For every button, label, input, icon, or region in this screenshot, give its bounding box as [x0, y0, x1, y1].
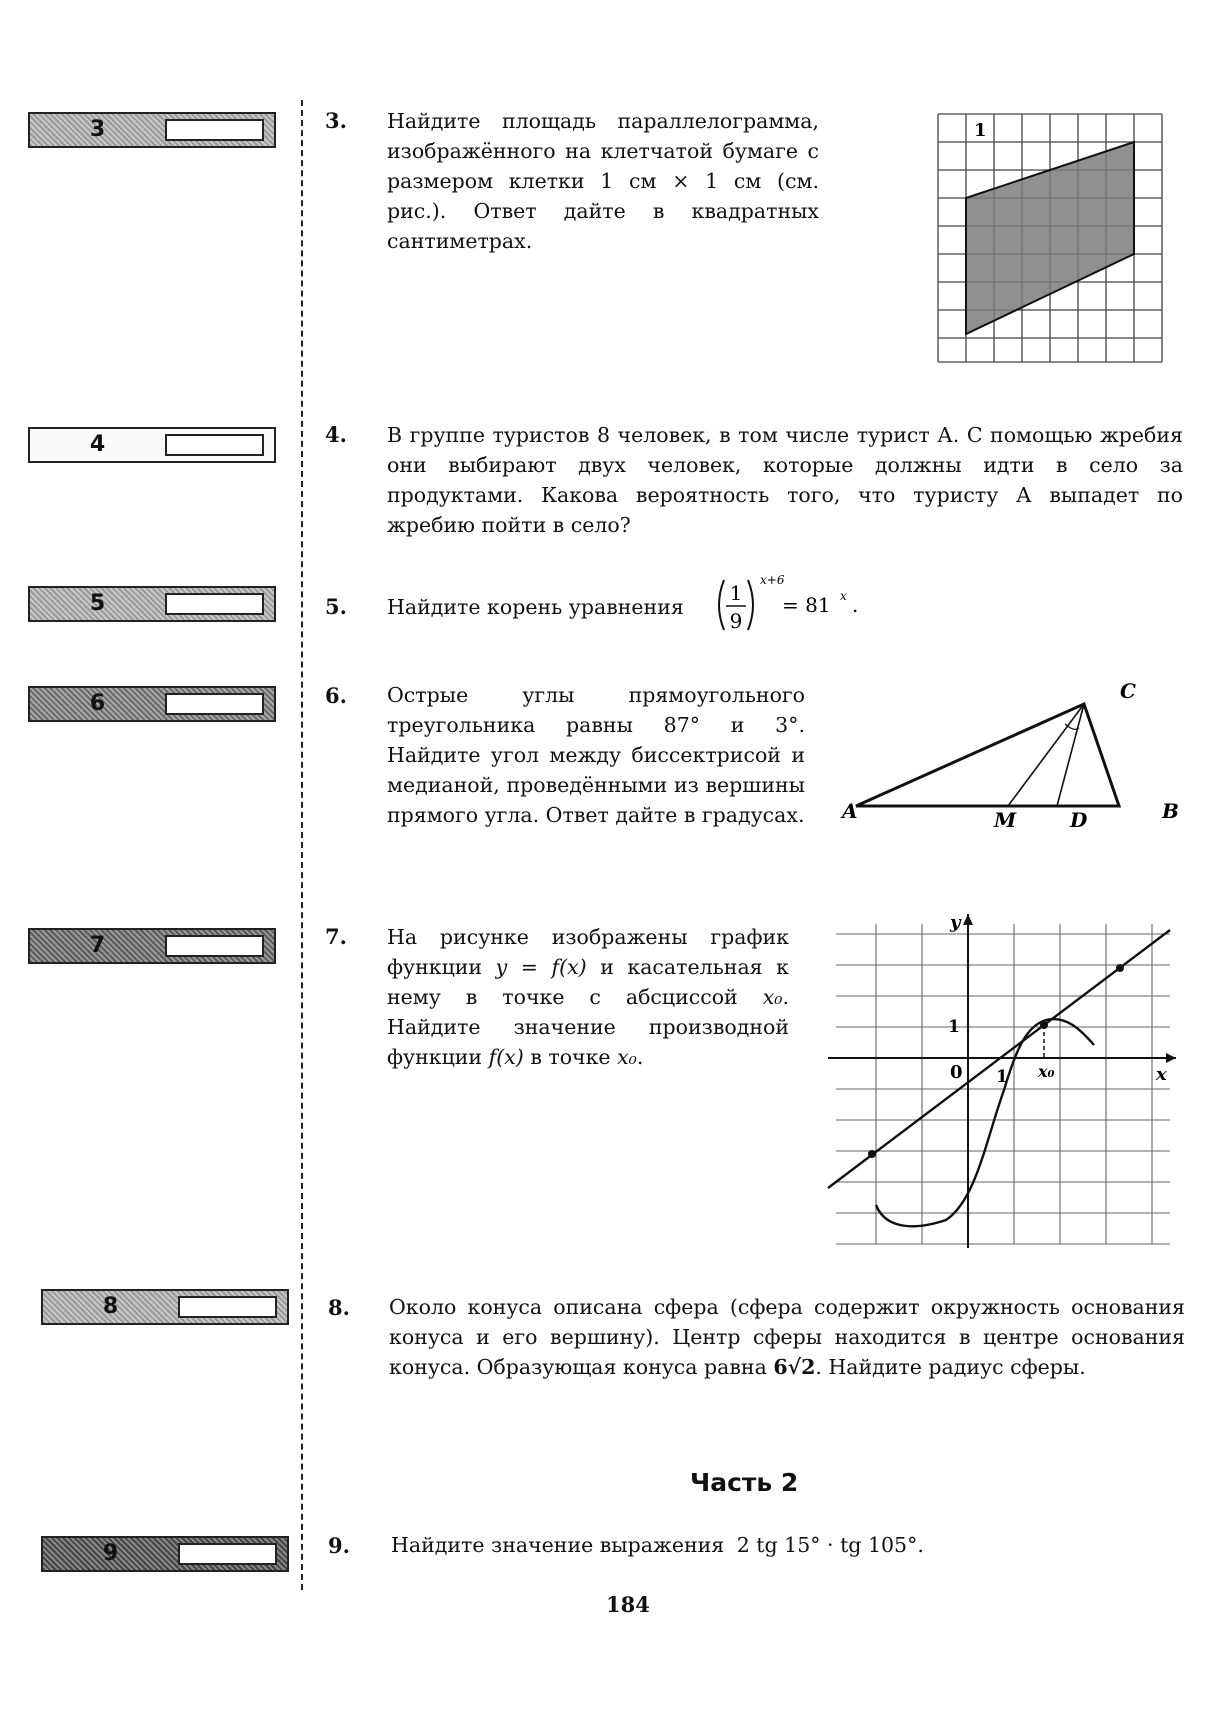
answer-input-7[interactable] — [165, 935, 264, 957]
answer-input-6[interactable] — [165, 693, 264, 715]
answer-input-4[interactable] — [165, 434, 264, 456]
graph-x0-label: x₀ — [1038, 1062, 1055, 1081]
answer-box-number: 4 — [89, 432, 106, 457]
problem-5-text: Найдите корень уравнения — [387, 595, 684, 619]
problem-8-text-main: Около конуса описана сфера (сфера содержит окружность основания конуса и его вершину). Центр сферы находится в центре основания конуса. Образующая конуса равна — [389, 1295, 1185, 1379]
problem-9-number: 9. — [328, 1533, 350, 1558]
problem-9-text-main: Найдите значение выражения — [391, 1533, 725, 1557]
page-number: 184 — [606, 1592, 650, 1617]
problem-3-text: Найдите площадь параллелограмма, изображённого на клетчатой бумаге с размером клетки 1 см × 1 см (см. рис.). Ответ дайте в квадратных сантиметрах. — [387, 109, 819, 253]
problem-7-function: y = f(x) — [495, 955, 587, 979]
equation-end: . — [852, 593, 859, 617]
parallelogram-figure — [936, 112, 1164, 364]
answer-box-5 — [28, 586, 276, 622]
function-graph — [826, 910, 1180, 1250]
answer-box-number: 6 — [89, 691, 106, 716]
answer-input-5[interactable] — [165, 593, 264, 615]
vertex-label-C: C — [1120, 679, 1136, 703]
graph-x-unit: 1 — [996, 1067, 1008, 1087]
graph-axis-x: x — [1156, 1064, 1167, 1085]
problem-7-text — [387, 922, 789, 1072]
graph-y-unit: 1 — [948, 1017, 960, 1037]
answer-box-number: 9 — [102, 1541, 119, 1566]
answer-box-number: 7 — [89, 933, 106, 958]
graph-origin: 0 — [950, 1062, 963, 1083]
equation-rhs-exponent: x — [840, 589, 847, 603]
answer-input-3[interactable] — [165, 119, 264, 141]
answer-box-9 — [41, 1536, 289, 1572]
problem-7-text-e: . Найдите значение производной функции — [387, 985, 789, 1069]
problem-9-text — [391, 1530, 1091, 1560]
answer-box-number: 5 — [89, 591, 106, 616]
problem-8-text-end: . Найдите радиус сферы. — [815, 1355, 1086, 1379]
problem-6-text: Острые углы прямоугольного треугольника равны 87° и 3°. Найдите угол между биссектрисой и медианой, проведёнными из вершины прямого угла. Ответ дайте в градусах. — [387, 683, 805, 827]
problem-9-math: 2 tg 15° · tg 105° — [736, 1533, 918, 1557]
answer-box-7 — [28, 928, 276, 964]
problem-6-number: 6. — [325, 683, 347, 708]
answer-input-8[interactable] — [178, 1296, 277, 1318]
problem-7-text-i: . — [636, 1045, 644, 1069]
problem-7-function-f: f(x) — [488, 1045, 524, 1069]
grid-unit-label: 1 — [974, 120, 987, 141]
cut-line — [301, 100, 303, 1590]
section-title: Часть 2 — [690, 1468, 799, 1497]
problem-4-number: 4. — [325, 422, 347, 447]
problem-4-text: В группе туристов 8 человек, в том числе турист А. С помощью жребия они выбирают двух человек, которые должны идти в село за продуктами. Какова вероятность того, что туристу А выпадет по жребию пойти в село? — [387, 423, 1183, 537]
graph-axis-y: y — [950, 912, 961, 933]
answer-box-8 — [41, 1289, 289, 1325]
answer-box-number: 3 — [89, 117, 106, 142]
triangle-figure — [836, 676, 1182, 836]
answer-box-6 — [28, 686, 276, 722]
equation-rhs: = 81 — [782, 593, 831, 617]
answer-box-4 — [28, 427, 276, 463]
problem-8-text — [389, 1292, 1185, 1382]
equation-denominator: 9 — [729, 609, 743, 633]
problem-7-x0-end: x₀ — [617, 1045, 637, 1069]
equation-numerator: 1 — [729, 581, 743, 605]
problem-9-end: . — [917, 1533, 924, 1557]
problem-7-x0: x₀ — [762, 985, 783, 1009]
equation-exponent: x+6 — [760, 573, 785, 587]
problem-5-number: 5. — [325, 594, 347, 619]
vertex-label-A: A — [842, 799, 858, 823]
equation-problem-5 — [712, 570, 872, 640]
problem-7-number: 7. — [325, 924, 347, 949]
point-label-D: D — [1070, 808, 1088, 832]
answer-box-number: 8 — [102, 1294, 119, 1319]
problem-7-text-c: и касательная к нему в точке с абсциссой — [387, 955, 789, 1009]
point-label-M: M — [994, 808, 1017, 832]
vertex-label-B: B — [1162, 799, 1179, 823]
problem-7-text-g: в точке — [530, 1045, 611, 1069]
answer-box-3 — [28, 112, 276, 148]
problem-7-text-a: На рисунке изображены график функции — [387, 925, 789, 979]
problem-3-number: 3. — [325, 108, 347, 133]
problem-8-number: 8. — [328, 1295, 350, 1320]
answer-input-9[interactable] — [178, 1543, 277, 1565]
problem-8-math: 6√2 — [773, 1355, 816, 1379]
